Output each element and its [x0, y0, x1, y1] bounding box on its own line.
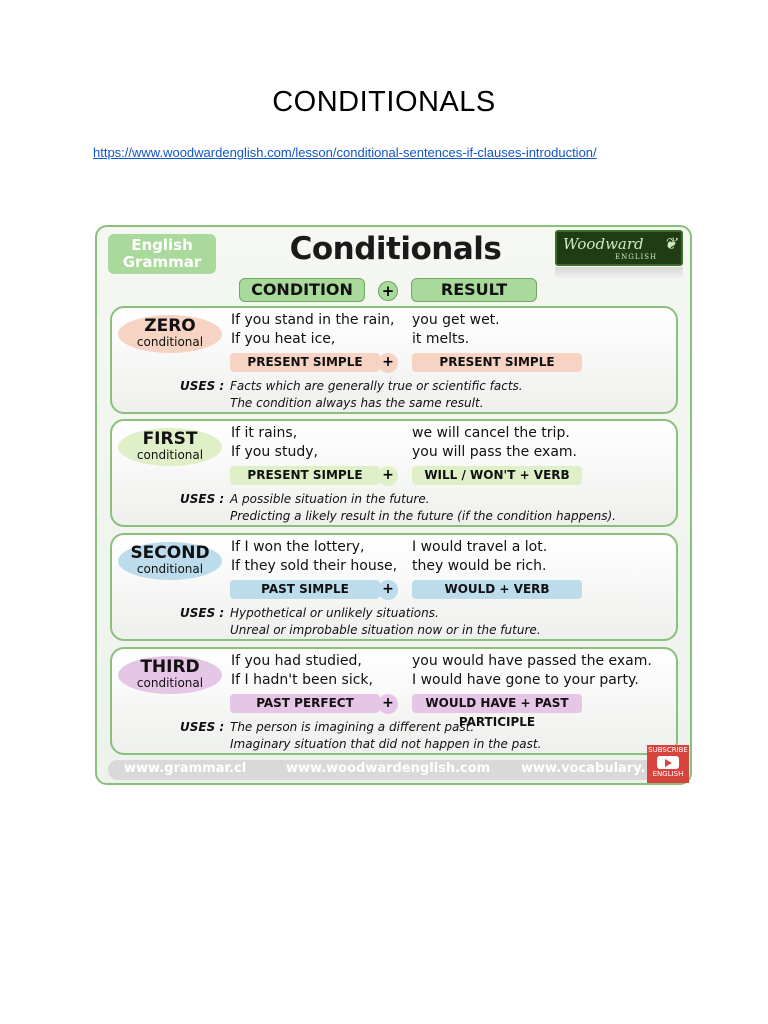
zero-conditional-section	[110, 306, 678, 414]
uses-label: USES :	[180, 379, 225, 393]
english-grammar-badge: English Grammar	[108, 234, 216, 274]
uses-label: USES :	[180, 492, 225, 506]
plus-icon: +	[378, 694, 398, 714]
poster-title: Conditionals	[289, 231, 502, 267]
third-conditional-section	[110, 647, 678, 755]
condition-form: PRESENT SIMPLE	[230, 466, 380, 485]
condition-form: PAST PERFECT	[230, 694, 380, 713]
uses-text: Predicting a likely result in the future (if the condition happens).	[230, 509, 616, 523]
zero-conditional-oval: ZERO conditional	[118, 315, 222, 353]
result-form: WOULD + VERB	[412, 580, 582, 599]
uses-text: The condition always has the same result.	[230, 396, 484, 410]
lesson-link[interactable]: https://www.woodwardenglish.com/lesson/conditional-sentences-if-clauses-introduction/	[93, 145, 597, 160]
result-example: you get wet.	[412, 312, 500, 328]
condition-example: If they sold their house,	[231, 558, 398, 574]
subscribe-badge[interactable]: SUBSCRIBE ENGLISH	[647, 745, 689, 783]
plus-icon: +	[378, 466, 398, 486]
result-form: WILL / WON'T + VERB	[412, 466, 582, 485]
plus-icon: +	[378, 353, 398, 373]
first-conditional-oval: FIRST conditional	[118, 428, 222, 466]
condition-example: If I won the lottery,	[231, 539, 365, 555]
uses-label: USES :	[180, 720, 225, 734]
result-example: you will pass the exam.	[412, 444, 577, 460]
result-header: RESULT	[411, 278, 537, 302]
plus-icon: +	[378, 281, 398, 301]
result-example: I would travel a lot.	[412, 539, 548, 555]
uses-label: USES :	[180, 606, 225, 620]
second-conditional-oval: SECOND conditional	[118, 542, 222, 580]
logo-reflection	[555, 267, 683, 279]
result-example: it melts.	[412, 331, 470, 347]
second-conditional-section	[110, 533, 678, 641]
result-example: I would have gone to your party.	[412, 672, 639, 688]
uses-text: Facts which are generally true or scientific facts.	[230, 379, 523, 393]
condition-example: If you had studied,	[231, 653, 362, 669]
uses-text: A possible situation in the future.	[230, 492, 430, 506]
footer-url: www.woodwardenglish.com	[286, 761, 491, 776]
result-form: WOULD HAVE + PAST PARTICIPLE	[412, 694, 582, 713]
footer-url: www.vocabulary.	[521, 761, 646, 776]
result-example: we will cancel the trip.	[412, 425, 570, 441]
conditionals-poster	[95, 225, 692, 785]
uses-text: The person is imagining a different past.	[230, 720, 475, 734]
fern-icon: ❦	[663, 234, 677, 253]
condition-header: CONDITION	[239, 278, 365, 302]
uses-text: Unreal or improbable situation now or in the future.	[230, 623, 541, 637]
condition-example: If I hadn't been sick,	[231, 672, 373, 688]
result-example: you would have passed the exam.	[412, 653, 652, 669]
first-conditional-section	[110, 419, 678, 527]
plus-icon: +	[378, 580, 398, 600]
condition-example: If it rains,	[231, 425, 298, 441]
condition-form: PRESENT SIMPLE	[230, 353, 380, 372]
youtube-play-icon	[657, 756, 679, 769]
page-title: CONDITIONALS	[272, 86, 496, 118]
poster-footer	[108, 760, 680, 780]
condition-example: If you stand in the rain,	[231, 312, 395, 328]
footer-url: www.grammar.cl	[124, 761, 247, 776]
condition-example: If you study,	[231, 444, 318, 460]
uses-text: Imaginary situation that did not happen in the past.	[230, 737, 542, 751]
condition-form: PAST SIMPLE	[230, 580, 380, 599]
woodward-logo: Woodward ENGLISH ❦	[555, 230, 683, 266]
result-form: PRESENT SIMPLE	[412, 353, 582, 372]
third-conditional-oval: THIRD conditional	[118, 656, 222, 694]
result-example: they would be rich.	[412, 558, 547, 574]
uses-text: Hypothetical or unlikely situations.	[230, 606, 439, 620]
condition-example: If you heat ice,	[231, 331, 336, 347]
